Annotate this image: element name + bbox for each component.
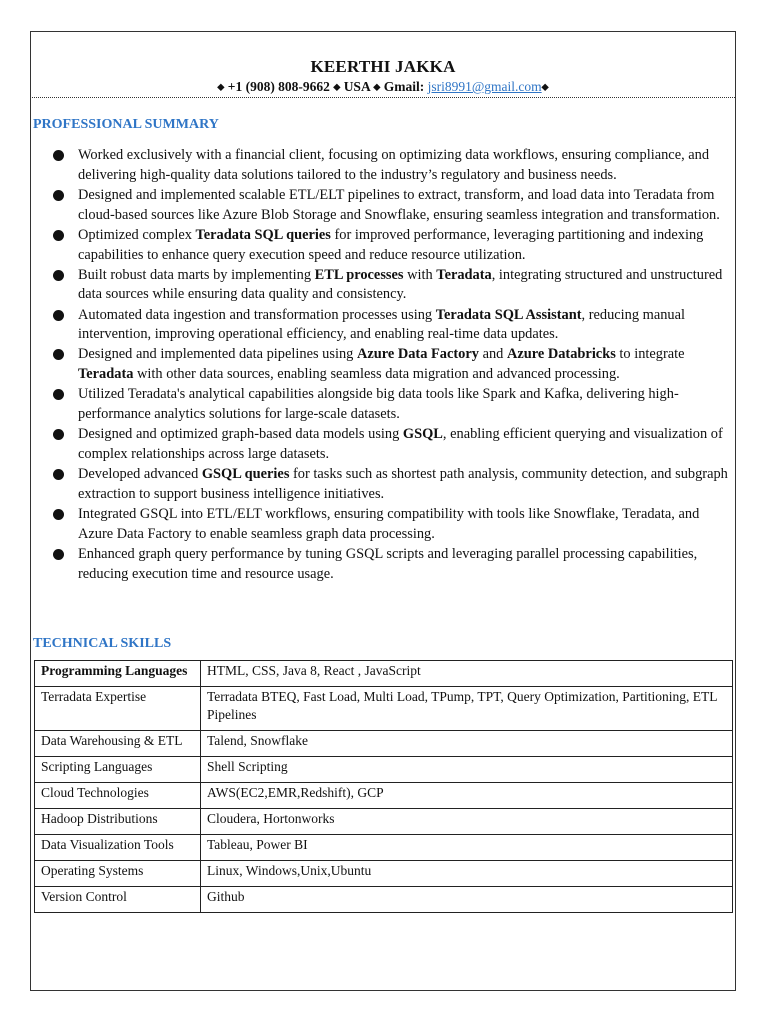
summary-keyword: ETL processes — [314, 266, 404, 283]
skill-category: Operating Systems — [35, 861, 201, 887]
summary-item — [53, 545, 733, 585]
skills-row — [35, 783, 733, 809]
summary-text: with other data sources, enabling seamless data migration and advanced processing. — [133, 366, 620, 383]
skill-category: Data Visualization Tools — [35, 835, 201, 861]
bullet-icon — [53, 509, 64, 520]
skill-values: Linux, Windows,Unix,Ubuntu — [201, 861, 733, 887]
contact-line — [30, 79, 736, 95]
summary-text: and — [478, 346, 507, 363]
summary-keyword: GSQL queries — [201, 466, 290, 483]
location: USA — [343, 79, 370, 94]
summary-keyword: Teradata — [436, 266, 492, 283]
summary-text: Worked exclusively with a financial client, focusing on optimizing data workflows, ensuring compliance, and delivering high-quality data solutions tailored to the industry’s regulatory and business needs. — [78, 147, 710, 183]
bullet-icon — [53, 349, 64, 360]
skill-values: HTML, CSS, Java 8, React , JavaScript — [201, 661, 733, 687]
summary-item — [53, 385, 733, 425]
summary-list — [53, 146, 733, 585]
summary-keyword: Azure Data Factory — [356, 346, 479, 363]
skills-table — [34, 660, 733, 913]
skill-values: Terradata BTEQ, Fast Load, Multi Load, TPump, TPT, Query Optimization, Partitioning, ETL Pipelines — [201, 687, 733, 731]
skills-row — [35, 887, 733, 913]
skill-values: Github — [201, 887, 733, 913]
summary-text: Built robust data marts by implementing — [78, 266, 315, 283]
skill-category: Cloud Technologies — [35, 783, 201, 809]
skills-row — [35, 757, 733, 783]
summary-text: for tasks such as shortest path analysis, community detection, and subgraph extraction to support business intelligence initiatives. — [78, 466, 728, 502]
summary-item — [53, 425, 733, 465]
summary-text: Designed and optimized graph-based data models using — [78, 426, 403, 443]
summary-text: Optimized complex — [78, 226, 196, 243]
skill-values: Shell Scripting — [201, 757, 733, 783]
summary-item — [53, 345, 733, 385]
diamond-icon: ⬥ — [541, 82, 549, 93]
bullet-icon — [53, 230, 64, 241]
summary-item — [53, 226, 733, 266]
diamond-icon: ⬥ — [333, 82, 341, 93]
summary-text: Developed advanced — [78, 466, 202, 483]
section-title-skills: TECHNICAL SKILLS — [33, 636, 172, 651]
skill-category: Scripting Languages — [35, 757, 201, 783]
summary-item — [53, 306, 733, 346]
skill-category: Programming Languages — [35, 661, 201, 687]
bullet-icon — [53, 469, 64, 480]
email-link[interactable]: jsri8991@gmail.com — [427, 79, 542, 94]
summary-item — [53, 146, 733, 186]
summary-text: Automated data ingestion and transformation processes using — [78, 306, 436, 323]
skills-row — [35, 731, 733, 757]
skills-row — [35, 861, 733, 887]
candidate-name: KEERTHI JAKKA — [310, 57, 456, 76]
summary-text: , reducing manual intervention, improving operational efficiency, and enabling real-time data updates. — [78, 306, 685, 343]
summary-keyword: Teradata SQL Assistant — [435, 306, 582, 323]
bullet-icon — [53, 310, 64, 321]
skill-category: Version Control — [35, 887, 201, 913]
email-label: Gmail: — [383, 79, 425, 94]
bullet-icon — [53, 270, 64, 281]
summary-item — [53, 186, 733, 226]
diamond-icon: ⬥ — [217, 82, 225, 93]
summary-text: with — [403, 266, 437, 283]
skill-category: Data Warehousing & ETL — [35, 731, 201, 757]
summary-text: , integrating structured and unstructured data sources while ensuring data quality and consistency. — [78, 266, 723, 303]
summary-item — [53, 266, 733, 306]
skill-values: Cloudera, Hortonworks — [201, 809, 733, 835]
summary-text: Enhanced graph query performance by tuning GSQL scripts and leveraging parallel processing capabilities, reducing execution time and resource usage. — [78, 545, 698, 582]
summary-text: Integrated GSQL into ETL/ELT workflows, ensuring compatibility with tools like Snowflake, Teradata, and Azure Data Factory to enable seamless graph data processing. — [78, 506, 700, 542]
summary-text: , enabling efficient querying and visualization of complex relationships across large datasets. — [78, 426, 723, 463]
skill-values: AWS(EC2,EMR,Redshift), GCP — [201, 783, 733, 809]
phone: +1 (908) 808-9662 — [227, 79, 330, 94]
section-title-summary: PROFESSIONAL SUMMARY — [33, 117, 219, 132]
bullet-icon — [53, 190, 64, 201]
skills-row — [35, 687, 733, 731]
bullet-icon — [53, 429, 64, 440]
summary-text: for improved performance, leveraging partitioning and indexing capabilities to enhance query execution speed and reduce resource utilization. — [78, 226, 704, 263]
summary-keyword: GSQL — [402, 426, 443, 443]
bullet-icon — [53, 389, 64, 400]
bullet-icon — [53, 150, 64, 161]
summary-keyword: Teradata SQL queries — [195, 226, 331, 243]
summary-text: Designed and implemented scalable ETL/ELT pipelines to extract, transform, and load data into Teradata from cloud-based sources like Azure Blob Storage and Snowflake, ensuring seamless integration and transformation. — [78, 186, 720, 223]
summary-item — [53, 505, 733, 545]
summary-text: Designed and implemented data pipelines using — [78, 346, 357, 363]
summary-keyword: Azure Databricks — [506, 346, 616, 363]
summary-text: Utilized Teradata's analytical capabilities alongside big data tools like Spark and Kafka, delivering high-performance analytics solutions for large-scale datasets. — [78, 386, 679, 423]
summary-item — [53, 465, 733, 505]
skills-row — [35, 661, 733, 687]
summary-keyword: Teradata — [78, 366, 134, 383]
summary-text: to integrate — [615, 346, 685, 363]
skills-row — [35, 809, 733, 835]
header-divider — [32, 97, 735, 98]
bullet-icon — [53, 549, 64, 560]
skill-values: Tableau, Power BI — [201, 835, 733, 861]
skill-values: Talend, Snowflake — [201, 731, 733, 757]
skill-category: Hadoop Distributions — [35, 809, 201, 835]
diamond-icon: ⬥ — [373, 82, 381, 93]
skills-row — [35, 835, 733, 861]
skill-category: Terradata Expertise — [35, 687, 201, 731]
